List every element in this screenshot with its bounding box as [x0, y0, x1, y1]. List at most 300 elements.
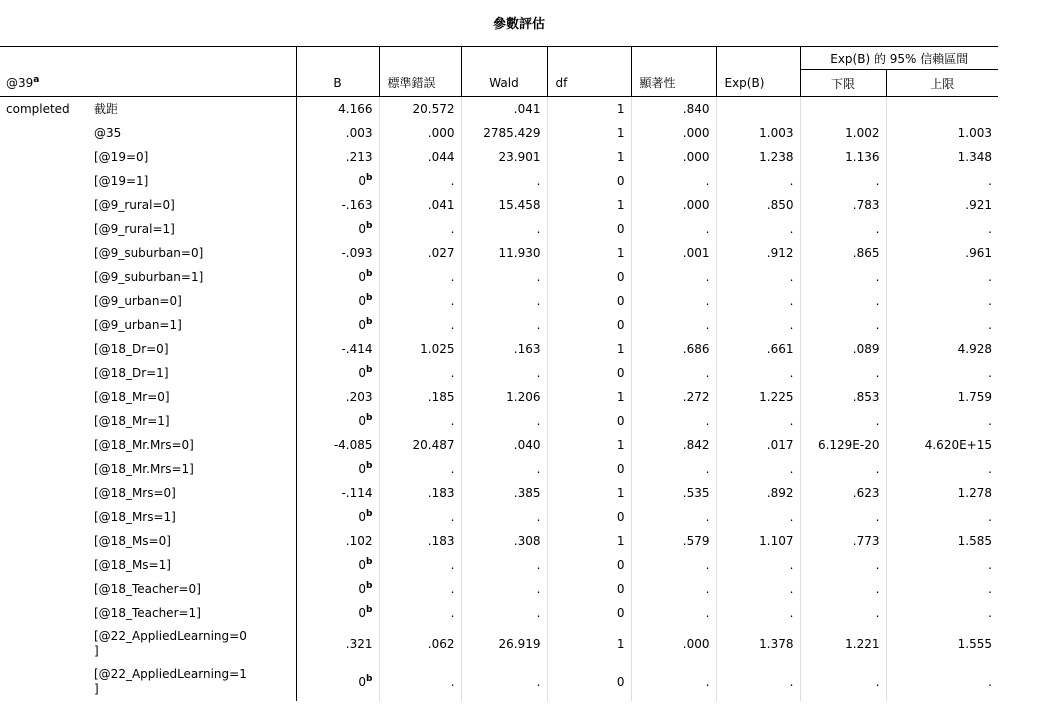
cell-lo: 1.221: [800, 625, 886, 663]
cell-lo: .: [800, 505, 886, 529]
cell-expb: .: [716, 289, 800, 313]
group-cell: [0, 337, 88, 361]
b-value: 0: [358, 414, 367, 428]
cell-df: 1: [547, 529, 631, 553]
b-value: -.414: [341, 342, 373, 356]
cell-se: 1.025: [379, 337, 461, 361]
parameter-name: [@18_Mr.Mrs=0]: [88, 433, 296, 457]
cell-se: 20.572: [379, 97, 461, 122]
cell-expb: .: [716, 577, 800, 601]
cell-se: .027: [379, 241, 461, 265]
group-cell: [0, 433, 88, 457]
cell-sig: .: [631, 505, 716, 529]
cell-expb: .: [716, 505, 800, 529]
b-value: -.093: [341, 246, 373, 260]
cell-wald: .: [461, 361, 547, 385]
cell-lo: .783: [800, 193, 886, 217]
cell-se: .: [379, 289, 461, 313]
parameter-name: [@9_suburban=1]: [88, 265, 296, 289]
table-row: [0, 145, 998, 169]
group-cell: [0, 663, 88, 701]
footnote-marker: b: [366, 674, 373, 684]
cell-df: 0: [547, 169, 631, 193]
footnote-marker: b: [366, 221, 373, 231]
cell-wald: .: [461, 601, 547, 625]
cell-hi: .961: [965, 246, 992, 260]
parameter-name: [@18_Mrs=0]: [88, 481, 296, 505]
group-cell: [0, 145, 88, 169]
cell-lo: .: [800, 361, 886, 385]
corner-cell: [0, 47, 296, 70]
cell-expb: .661: [716, 337, 800, 361]
cell-hi: .: [988, 462, 992, 476]
group-cell: [0, 169, 88, 193]
cell-df: 0: [547, 361, 631, 385]
cell-b: [296, 577, 379, 601]
cell-wald: .: [461, 577, 547, 601]
cell-df: 1: [547, 385, 631, 409]
cell-b: [296, 385, 379, 409]
b-value: -.114: [341, 486, 373, 500]
cell-wald: .: [461, 505, 547, 529]
parameter-name: [@9_rural=0]: [88, 193, 296, 217]
b-value: .203: [345, 390, 373, 404]
cell-se: .: [379, 505, 461, 529]
cell-lo: 6.129E-20: [800, 433, 886, 457]
b-value: 0: [358, 294, 367, 308]
footnote-marker: b: [366, 581, 373, 591]
cell-b: [296, 97, 379, 122]
cell-hi: .: [988, 558, 992, 572]
cell-se: .041: [379, 193, 461, 217]
cell-sig: .686: [631, 337, 716, 361]
group-cell: [0, 121, 88, 145]
cell-wald: .: [461, 289, 547, 313]
cell-df: 0: [547, 313, 631, 337]
table-row: [0, 601, 998, 625]
col-wald-header: Wald: [461, 70, 547, 97]
cell-se: 20.487: [379, 433, 461, 457]
group-cell: [0, 385, 88, 409]
cell-lo: .: [800, 265, 886, 289]
header-row-top: [0, 47, 998, 70]
group-cell: [0, 553, 88, 577]
parameter-name: [@18_Teacher=1]: [88, 601, 296, 625]
cell-lo: .853: [800, 385, 886, 409]
table-row: [0, 625, 998, 663]
cell-wald: .: [461, 553, 547, 577]
cell-se: .183: [379, 529, 461, 553]
cell-expb: .: [716, 313, 800, 337]
cell-df: 0: [547, 289, 631, 313]
cell-b: [296, 529, 379, 553]
cell-df: 0: [547, 409, 631, 433]
header-row-bottom: [0, 70, 998, 97]
table-row: [0, 409, 998, 433]
b-value: 0: [358, 222, 367, 236]
cell-b: [296, 361, 379, 385]
cell-hi: 1.555: [957, 637, 992, 651]
cell-expb: 1.238: [716, 145, 800, 169]
parameter-name: [@9_suburban=0]: [88, 241, 296, 265]
cell-b: [296, 241, 379, 265]
cell-wald: .040: [461, 433, 547, 457]
cell-hi: .: [988, 366, 992, 380]
table-row: [0, 529, 998, 553]
parameter-name: [@18_Mrs=1]: [88, 505, 296, 529]
group-cell: [0, 409, 88, 433]
table-row: [0, 577, 998, 601]
cell-lo: 1.002: [800, 121, 886, 145]
parameter-name: [@18_Dr=1]: [88, 361, 296, 385]
group-cell: [0, 313, 88, 337]
table-row: [0, 481, 998, 505]
cell-sig: .842: [631, 433, 716, 457]
group-cell: [0, 289, 88, 313]
cell-b: [296, 169, 379, 193]
cell-df: 0: [547, 457, 631, 481]
cell-sig: .000: [631, 625, 716, 663]
cell-lo: .: [800, 553, 886, 577]
cell-hi: .: [988, 294, 992, 308]
b-value: 0: [358, 510, 367, 524]
cell-sig: .535: [631, 481, 716, 505]
cell-df: 0: [547, 601, 631, 625]
b-value: 0: [358, 174, 367, 188]
cell-lo: .: [800, 457, 886, 481]
b-value: 4.166: [338, 102, 373, 116]
footnote-marker: b: [366, 269, 373, 279]
cell-se: .: [379, 663, 461, 701]
table-row: [0, 265, 998, 289]
col-expb-header: Exp(B): [716, 70, 800, 97]
cell-df: 1: [547, 625, 631, 663]
cell-b: [296, 601, 379, 625]
cell-se: .000: [379, 121, 461, 145]
parameter-name: [@19=0]: [88, 145, 296, 169]
cell-sig: .: [631, 457, 716, 481]
cell-hi: .: [988, 174, 992, 188]
cell-expb: .: [716, 217, 800, 241]
cell-lo: .: [800, 663, 886, 701]
table-row: [0, 385, 998, 409]
cell-sig: .: [631, 265, 716, 289]
parameter-name: [@18_Teacher=0]: [88, 577, 296, 601]
table-row: [0, 663, 998, 701]
cell-wald: .: [461, 265, 547, 289]
col-df-header: df: [547, 70, 631, 97]
cell-expb: [716, 97, 800, 122]
footnote-marker: b: [366, 365, 373, 375]
group-cell: [0, 241, 88, 265]
cell-se: .: [379, 577, 461, 601]
cell-hi: .: [988, 510, 992, 524]
cell-hi: 1.759: [957, 390, 992, 404]
parameter-name: [@19=1]: [88, 169, 296, 193]
cell-wald: 1.206: [461, 385, 547, 409]
cell-expb: .: [716, 169, 800, 193]
cell-lo: [800, 97, 886, 122]
cell-se: .: [379, 409, 461, 433]
cell-expb: .892: [716, 481, 800, 505]
group-cell: [0, 193, 88, 217]
table-row: [0, 361, 998, 385]
cell-b: [296, 121, 379, 145]
table-row: [0, 457, 998, 481]
b-value: 0: [358, 675, 367, 689]
cell-wald: .385: [461, 481, 547, 505]
cell-se: .185: [379, 385, 461, 409]
footnote-marker: b: [366, 605, 373, 615]
b-value: 0: [358, 366, 367, 380]
cell-b: [296, 217, 379, 241]
cell-wald: .308: [461, 529, 547, 553]
b-value: 0: [358, 558, 367, 572]
cell-hi: 4.928: [957, 342, 992, 356]
footnote-marker: b: [366, 461, 373, 471]
cell-lo: .623: [800, 481, 886, 505]
group-cell: [0, 577, 88, 601]
parameter-name: [@9_urban=1]: [88, 313, 296, 337]
cell-expb: .912: [716, 241, 800, 265]
table-row: [0, 97, 998, 122]
b-value: 0: [358, 270, 367, 284]
cell-b: [296, 337, 379, 361]
parameter-name: 截距: [88, 97, 296, 122]
cell-df: 1: [547, 121, 631, 145]
cell-sig: .000: [631, 193, 716, 217]
cell-sig: .001: [631, 241, 716, 265]
cell-lo: .865: [800, 241, 886, 265]
cell-df: 0: [547, 553, 631, 577]
footnote-marker: b: [366, 173, 373, 183]
cell-sig: .000: [631, 145, 716, 169]
parameter-name: [@18_Ms=1]: [88, 553, 296, 577]
cell-expb: 1.003: [716, 121, 800, 145]
cell-df: 1: [547, 481, 631, 505]
b-value: -.163: [341, 198, 373, 212]
cell-b: [296, 265, 379, 289]
cell-lo: .: [800, 289, 886, 313]
b-value: .102: [345, 534, 373, 548]
parameter-name: [@9_urban=0]: [88, 289, 296, 313]
cell-expb: .: [716, 553, 800, 577]
b-value: .213: [345, 150, 373, 164]
cell-expb: .: [716, 265, 800, 289]
cell-sig: .: [631, 217, 716, 241]
cell-expb: .017: [716, 433, 800, 457]
cell-sig: .: [631, 289, 716, 313]
cell-b: [296, 625, 379, 663]
cell-wald: .: [461, 217, 547, 241]
cell-expb: 1.107: [716, 529, 800, 553]
cell-expb: 1.225: [716, 385, 800, 409]
table-row: [0, 337, 998, 361]
cell-expb: 1.378: [716, 625, 800, 663]
table-row: [0, 433, 998, 457]
cell-lo: .: [800, 217, 886, 241]
variable-header: @39$^a$: [0, 70, 296, 97]
cell-b: [296, 663, 379, 701]
cell-hi: 1.585: [957, 534, 992, 548]
cell-lo: .089: [800, 337, 886, 361]
cell-hi: 1.003: [957, 126, 992, 140]
cell-df: 1: [547, 337, 631, 361]
cell-lo: .773: [800, 529, 886, 553]
cell-lo: .: [800, 409, 886, 433]
cell-lo: 1.136: [800, 145, 886, 169]
group-cell: [0, 505, 88, 529]
cell-b: [296, 193, 379, 217]
cell-se: .: [379, 265, 461, 289]
table-row: [0, 121, 998, 145]
group-cell: [0, 457, 88, 481]
cell-sig: .: [631, 313, 716, 337]
ci-header: Exp(B) 的 95% 信賴區間: [800, 47, 998, 70]
table-title: 參數評估: [492, 17, 545, 32]
group-cell: [0, 217, 88, 241]
cell-hi: .: [988, 318, 992, 332]
cell-b: [296, 313, 379, 337]
cell-df: 0: [547, 577, 631, 601]
cell-df: 1: [547, 241, 631, 265]
cell-hi: .: [988, 675, 992, 689]
cell-wald: 2785.429: [461, 121, 547, 145]
parameter-estimates-table: [0, 46, 998, 701]
footnote-marker: b: [366, 413, 373, 423]
cell-sig: .: [631, 169, 716, 193]
cell-df: 1: [547, 193, 631, 217]
parameter-name: [@18_Ms=0]: [88, 529, 296, 553]
cell-sig: .272: [631, 385, 716, 409]
cell-b: [296, 481, 379, 505]
cell-hi: .: [988, 222, 992, 236]
cell-se: .: [379, 553, 461, 577]
cell-hi: .: [988, 606, 992, 620]
cell-b: [296, 409, 379, 433]
cell-lo: .: [800, 577, 886, 601]
cell-sig: .840: [631, 97, 716, 122]
cell-df: 0: [547, 265, 631, 289]
cell-wald: .: [461, 313, 547, 337]
cell-hi: .921: [965, 198, 992, 212]
cell-wald: .: [461, 409, 547, 433]
b-value: .321: [345, 637, 373, 651]
table-row: [0, 169, 998, 193]
cell-hi: .: [988, 414, 992, 428]
cell-expb: .: [716, 663, 800, 701]
cell-se: .: [379, 313, 461, 337]
parameter-name: [@22_AppliedLearning=0 ]: [88, 625, 296, 663]
cell-sig: .579: [631, 529, 716, 553]
cell-se: .183: [379, 481, 461, 505]
col-se-header: 標準錯誤: [379, 70, 461, 97]
parameter-name: [@22_AppliedLearning=1 ]: [88, 663, 296, 701]
cell-wald: 11.930: [461, 241, 547, 265]
cell-wald: .: [461, 457, 547, 481]
cell-wald: .: [461, 663, 547, 701]
cell-df: 1: [547, 433, 631, 457]
cell-wald: .163: [461, 337, 547, 361]
b-value: .003: [345, 126, 373, 140]
cell-b: [296, 145, 379, 169]
cell-b: [296, 433, 379, 457]
footnote-marker: b: [366, 317, 373, 327]
cell-hi: [886, 97, 998, 122]
cell-sig: .000: [631, 121, 716, 145]
cell-expb: .: [716, 601, 800, 625]
cell-b: [296, 553, 379, 577]
b-value: 0: [358, 606, 367, 620]
group-cell: [0, 481, 88, 505]
footnote-marker: b: [366, 509, 373, 519]
cell-wald: 26.919: [461, 625, 547, 663]
cell-hi: 4.620E+15: [924, 438, 992, 452]
cell-expb: .: [716, 361, 800, 385]
cell-df: 0: [547, 505, 631, 529]
cell-b: [296, 505, 379, 529]
b-value: 0: [358, 318, 367, 332]
parameter-name: @35: [88, 121, 296, 145]
cell-sig: .: [631, 577, 716, 601]
cell-df: 0: [547, 217, 631, 241]
parameter-name: [@18_Mr=0]: [88, 385, 296, 409]
cell-wald: 15.458: [461, 193, 547, 217]
cell-hi: .: [988, 270, 992, 284]
b-value: 0: [358, 582, 367, 596]
b-value: -4.085: [333, 438, 373, 452]
cell-lo: .: [800, 169, 886, 193]
cell-expb: .850: [716, 193, 800, 217]
group-cell: [0, 601, 88, 625]
table-row: [0, 217, 998, 241]
cell-sig: .: [631, 663, 716, 701]
cell-b: [296, 289, 379, 313]
cell-df: 0: [547, 663, 631, 701]
col-b-header: B: [296, 70, 379, 97]
group-cell: [0, 529, 88, 553]
cell-wald: 23.901: [461, 145, 547, 169]
cell-se: .: [379, 361, 461, 385]
cell-df: 1: [547, 145, 631, 169]
parameter-name: [@18_Dr=0]: [88, 337, 296, 361]
parameter-name: [@18_Mr=1]: [88, 409, 296, 433]
cell-se: .044: [379, 145, 461, 169]
group-cell: [0, 361, 88, 385]
cell-df: 1: [547, 97, 631, 122]
cell-sig: .: [631, 601, 716, 625]
table-row: [0, 241, 998, 265]
cell-expb: .: [716, 409, 800, 433]
table-row: [0, 313, 998, 337]
cell-wald: .041: [461, 97, 547, 122]
footnote-marker: b: [366, 557, 373, 567]
cell-hi: 1.348: [957, 150, 992, 164]
cell-sig: .: [631, 409, 716, 433]
cell-lo: .: [800, 601, 886, 625]
cell-se: .: [379, 217, 461, 241]
group-cell: completed: [0, 97, 88, 122]
cell-wald: .: [461, 169, 547, 193]
cell-se: .: [379, 601, 461, 625]
cell-b: [296, 457, 379, 481]
group-cell: [0, 265, 88, 289]
footnote-marker: b: [366, 293, 373, 303]
cell-hi: 1.278: [957, 486, 992, 500]
parameter-name: [@18_Mr.Mrs=1]: [88, 457, 296, 481]
table-row: [0, 505, 998, 529]
b-value: 0: [358, 462, 367, 476]
